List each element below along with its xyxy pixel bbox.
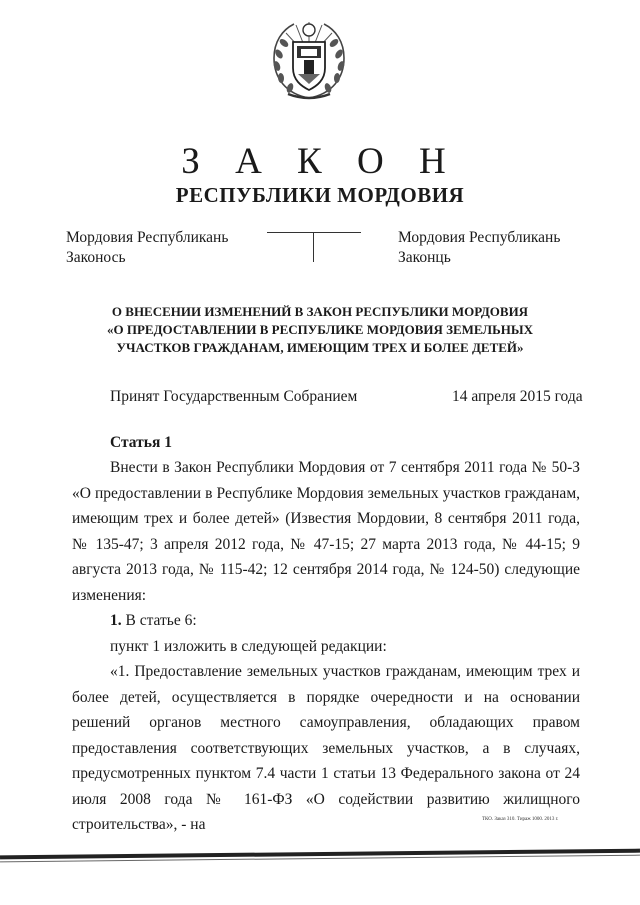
subject-line: О ВНЕСЕНИИ ИЗМЕНЕНИЙ В ЗАКОН РЕСПУБЛИКИ МОРДОВИЯ <box>111 304 529 319</box>
divider-vertical <box>313 232 314 262</box>
republic-title: РЕСПУБЛИКИ МОРДОВИЯ <box>175 183 465 207</box>
coat-of-arms-icon <box>268 16 350 102</box>
article-body <box>72 455 580 838</box>
subject-line: «О ПРЕДОСТАВЛЕНИИ В РЕСПУБЛИКЕ МОРДОВИЯ ЗЕМЕЛЬНЫХ <box>107 322 533 337</box>
right-heading-block <box>398 228 560 268</box>
subject-line: УЧАСТКОВ ГРАЖДАНАМ, ИМЕЮЩИМ ТРЕХ И БОЛЕЕ ДЕТЕЙ» <box>116 340 524 355</box>
right-heading-line: Законць <box>398 249 451 266</box>
adopted-date: 14 апреля 2015 года <box>452 388 583 405</box>
left-heading-block <box>66 228 228 268</box>
law-title: З А К О Н <box>181 141 459 182</box>
left-heading-line: Законось <box>66 249 126 266</box>
law-subject <box>90 303 550 357</box>
article-item <box>72 608 580 634</box>
left-heading-line: Мордовия Республикань <box>66 229 229 246</box>
right-heading-line: Мордовия Республикань <box>398 229 561 246</box>
article-quote-paragraph: «1. Предоставление земельных участков гражданам, имеющим трех и более детей, осуществляется в порядке очередности и на основании решений органов местного самоуправления, обладающих правом предоставления соответствующих земельных участков, а в случаях, предусмотренных пунктом 7.4 части 1 статьи 13 Федерального закона от 24 июля 2008 года № 161-ФЗ «О содействии развитию жилищного строительства», - на <box>72 663 580 833</box>
print-info: ТКО. Заказ 310. Тираж 1000. 2013 г. <box>482 817 559 822</box>
article-heading: Статья 1 <box>110 434 172 451</box>
divider-horizontal <box>267 232 361 233</box>
item-number: 1. <box>110 612 122 629</box>
adopted-label: Принят Государственным Собранием <box>110 388 358 405</box>
item-text: В статье 6: <box>121 612 197 629</box>
article-sub-item: пункт 1 изложить в следующей редакции: <box>110 637 387 655</box>
article-intro-paragraph: Внести в Закон Республики Мордовия от 7 сентября 2011 года № 50-З «О предоставлении в Республике Мордовия земельных участков гражданам, имеющим трех и более детей» (Известия Мордовии, 8 сентября 2011 года, № 135-47; 3 апреля 2012 года, № 47-15; 27 марта 2013 года, № 44-15; 9 августа 2013 года, № 115-42; 12 сентября 2014 года, № 124-50) следующие изменения: <box>72 459 580 604</box>
